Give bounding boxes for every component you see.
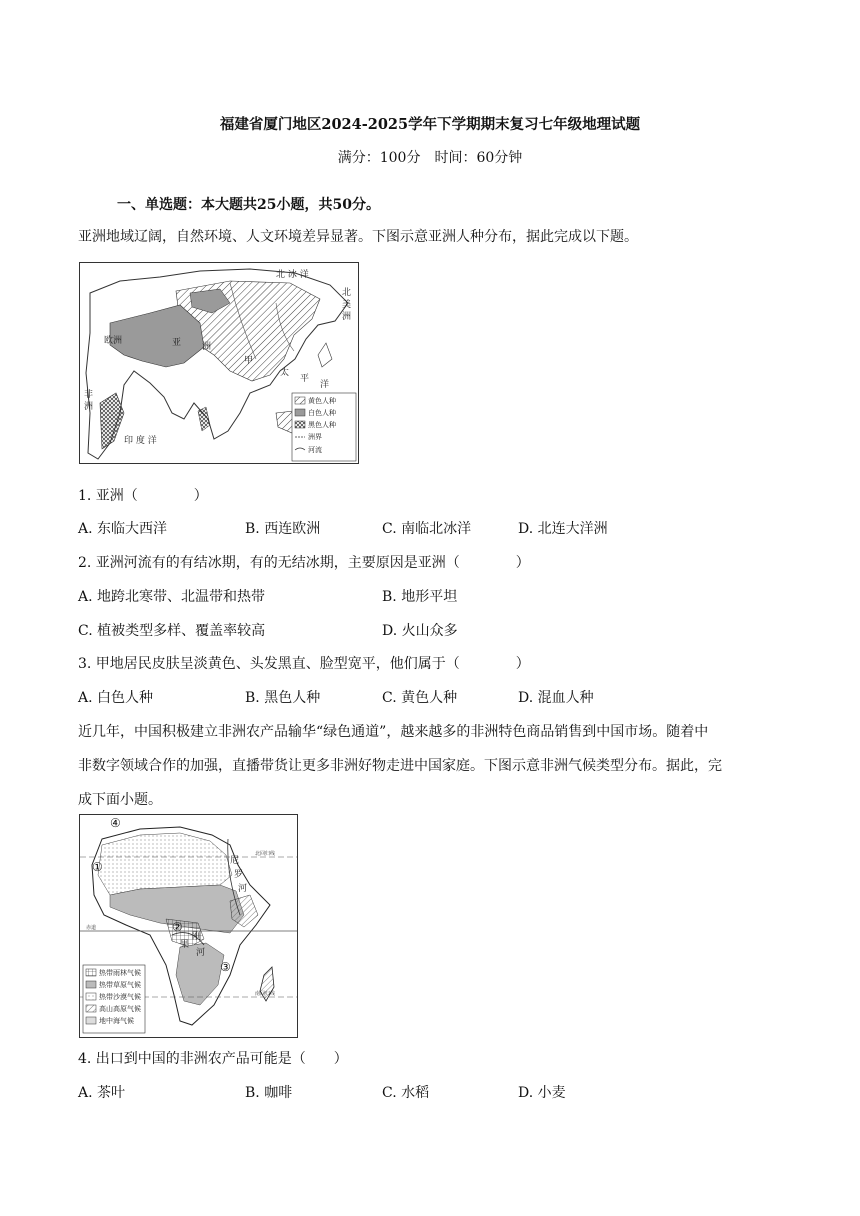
legend-highland: 高山高原气候: [99, 1005, 141, 1013]
legend-mediterranean: 地中海气候: [99, 1017, 134, 1025]
intro-asia: 亚洲地域辽阔，自然环境、人文环境差异显著。下图示意亚洲人种分布，据此完成以下题。: [78, 229, 638, 245]
q4-option-d[interactable]: D. 小麦: [518, 1085, 566, 1101]
africa-label-a: 非: [84, 390, 94, 400]
page-title: 福建省厦门地区2024-2025学年下学期期末复习七年级地理试题: [219, 116, 641, 133]
north-america-label-b: 美: [342, 300, 352, 310]
legend-black-race: 黑色人种: [308, 421, 336, 429]
q2-option-d[interactable]: D. 火山众多: [382, 623, 458, 639]
section-heading: 一、单选题：本大题共25小题，共50分。: [117, 197, 380, 213]
north-america-label-a: 北: [342, 288, 352, 298]
legend-savanna: 热带草原气候: [99, 981, 141, 989]
tropic-cancer-label: 北回归线: [255, 851, 276, 857]
q2-option-a[interactable]: A. 地跨北寒带、北温带和热带: [78, 589, 266, 605]
q3-option-b[interactable]: B. 黑色人种: [245, 690, 321, 706]
marker-2: ②: [172, 920, 183, 934]
europe-label: 欧洲: [104, 336, 123, 346]
marker-4: ④: [110, 816, 121, 830]
legend-rainforest: 热带雨林气候: [99, 969, 141, 977]
africa-map-legend: [83, 965, 145, 1033]
north-america-label-c: 洲: [342, 312, 352, 322]
question-4-stem: 4. 出口到中国的非洲农产品可能是（ ）: [78, 1051, 348, 1067]
q4-option-c[interactable]: C. 水稻: [382, 1085, 430, 1101]
q3-option-d[interactable]: D. 混血人种: [518, 690, 594, 706]
question-3-stem: 3. 甲地居民皮肤呈淡黄色、头发黑直、脸型宽平，他们属于（ ）: [78, 656, 530, 672]
exam-info: 满分：100分 时间：60分钟: [337, 150, 523, 166]
nile-label-a: 尼: [230, 856, 240, 866]
q2-option-b[interactable]: B. 地形平坦: [382, 589, 458, 605]
congo-label-c: 河: [196, 948, 206, 958]
congo-label-b: 果: [180, 940, 190, 950]
legend-yellow-race: 黄色人种: [308, 397, 336, 405]
q4-option-a[interactable]: A. 茶叶: [78, 1085, 126, 1101]
q3-option-a[interactable]: A. 白色人种: [78, 690, 154, 706]
legend-desert: 热带沙漠气候: [99, 993, 141, 1001]
legend-continent-boundary: 洲界: [308, 433, 322, 441]
asia-map-legend: [292, 393, 356, 461]
intro-africa-line-2: 非数字领域合作的加强，直播带货让更多非洲好物走进中国家庭。下图示意非洲气候类型分布。据此，完: [78, 758, 722, 774]
indian-ocean-label: 印 度 洋: [124, 436, 157, 446]
arctic-ocean-label: 北 冰 洋: [276, 270, 309, 280]
jia-label: 甲: [244, 356, 254, 366]
pacific-label-b: 平: [300, 374, 310, 384]
pacific-label-c: 洋: [320, 380, 330, 390]
asia-race-map: [79, 262, 359, 464]
marker-1: ①: [92, 860, 103, 874]
asia-label-a: 亚: [172, 338, 182, 348]
q1-option-b[interactable]: B. 西连欧洲: [245, 521, 321, 537]
q3-option-c[interactable]: C. 黄色人种: [382, 690, 458, 706]
asia-label-b: 洲: [202, 342, 212, 352]
q1-option-c[interactable]: C. 南临北冰洋: [382, 521, 472, 537]
q1-option-a[interactable]: A. 东临大西洋: [78, 521, 168, 537]
intro-africa-line-1: 近几年，中国积极建立非洲农产品输华“绿色通道”，越来越多的非洲特色商品销售到中国市场。随着中: [78, 724, 709, 740]
intro-africa-line-3: 成下面小题。: [78, 792, 162, 808]
marker-3: ③: [220, 960, 231, 974]
q2-option-c[interactable]: C. 植被类型多样、覆盖率较高: [78, 623, 266, 639]
q4-option-b[interactable]: B. 咖啡: [245, 1085, 293, 1101]
africa-climate-map: [79, 814, 298, 1038]
pacific-label-a: 太: [280, 368, 290, 378]
tropic-capricorn-label: 南回归线: [255, 991, 276, 997]
africa-label-b: 洲: [84, 402, 94, 412]
legend-white-race: 白色人种: [308, 409, 336, 417]
nile-label-b: 罗: [234, 870, 244, 880]
congo-label-a: 刚: [192, 932, 202, 942]
question-1-stem: 1. 亚洲（ ）: [78, 488, 208, 504]
q1-option-d[interactable]: D. 北连大洋洲: [518, 521, 608, 537]
question-2-stem: 2. 亚洲河流有的有结冰期，有的无结冰期，主要原因是亚洲（ ）: [78, 555, 530, 571]
nile-label-c: 河: [238, 884, 248, 894]
legend-river: 河流: [308, 446, 322, 454]
equator-label: 赤道: [86, 925, 97, 931]
